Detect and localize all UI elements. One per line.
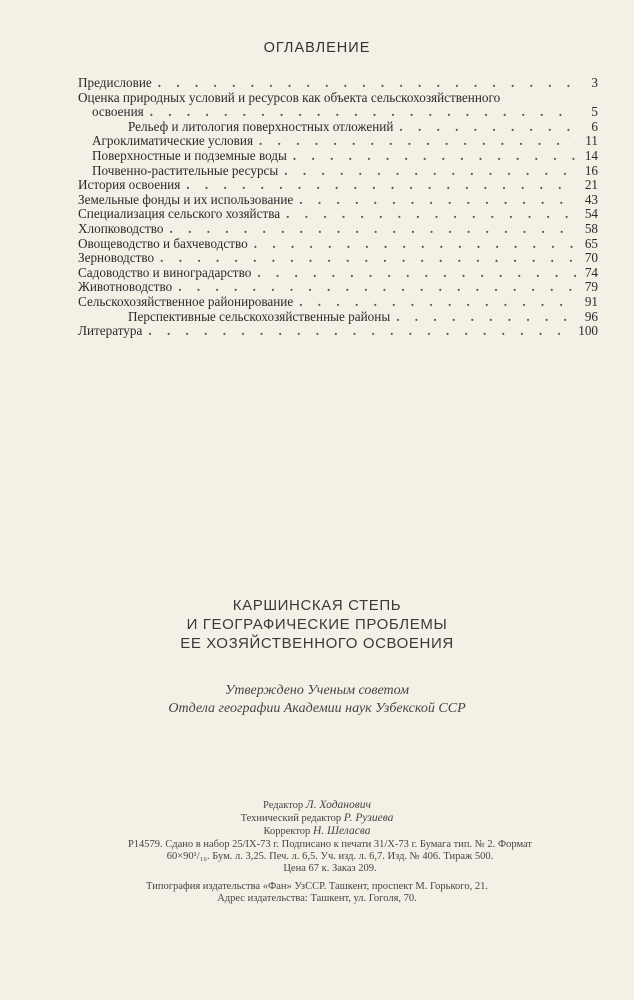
label: Корректор xyxy=(263,826,311,837)
toc-title: ОГЛАВЛЕНИЕ xyxy=(263,40,371,56)
toc-entry-page: 16 xyxy=(584,162,598,178)
toc-entry-page: 21 xyxy=(584,177,598,193)
toc-entry-title: Овощеводство и бахчеводство xyxy=(78,235,248,251)
imprint xyxy=(60,839,600,875)
toc-entry-page: 91 xyxy=(584,293,598,309)
toc-entry-page: 14 xyxy=(584,147,598,163)
approval-note xyxy=(0,682,634,718)
toc-entry-page: 3 xyxy=(591,75,598,90)
toc-entry-title: Поверхностные и подземные воды xyxy=(92,147,287,163)
toc-entry-title: Сельскохозяйственное районирование xyxy=(78,293,294,309)
toc-entry-page: 70 xyxy=(584,250,598,266)
press-info xyxy=(0,881,634,905)
toc-entry[interactable] xyxy=(78,193,598,208)
dot-leader xyxy=(293,295,576,310)
toc-entry-title: Зерноводство xyxy=(78,250,155,266)
name: Л. Ходанович xyxy=(305,799,371,811)
toc-entry[interactable] xyxy=(78,120,598,135)
dot-leader xyxy=(164,222,577,237)
toc-entry-title: Предисловие xyxy=(78,75,152,90)
toc-entry[interactable] xyxy=(78,134,598,149)
dot-leader xyxy=(142,324,576,339)
dot-leader xyxy=(152,76,576,91)
toc-entry-page: 79 xyxy=(584,279,598,295)
toc-entry[interactable] xyxy=(78,237,598,252)
toc-entry-title: Литература xyxy=(78,323,143,339)
toc-entry-page: 65 xyxy=(584,235,598,251)
toc-entry[interactable] xyxy=(78,295,598,310)
toc-entry-page: 6 xyxy=(591,118,598,134)
book-title-line: И ГЕОГРАФИЧЕСКИЕ ПРОБЛЕМЫ xyxy=(186,616,448,633)
dot-leader xyxy=(144,105,576,120)
imprint-line: Цена 67 к. Заказ 209. xyxy=(283,863,377,874)
toc-entry-title: Рельеф и литология поверхностных отложений xyxy=(128,118,394,134)
toc-entry-title: История освоения xyxy=(78,177,181,193)
book-title xyxy=(0,596,634,653)
book-title-line: ЕЕ ХОЗЯЙСТВЕННОГО ОСВОЕНИЯ xyxy=(180,635,454,652)
toc-entry-title: Садоводство и виноградарство xyxy=(78,264,252,280)
toc-entry[interactable] xyxy=(78,91,598,106)
dot-leader xyxy=(180,178,576,193)
approval-line: Утверждено Ученым советом xyxy=(224,683,410,698)
approval-line: Отдела географии Академии наук Узбекской ССР xyxy=(168,701,466,716)
toc-entry[interactable] xyxy=(78,178,598,193)
dot-leader xyxy=(251,266,576,281)
toc-entry[interactable] xyxy=(78,164,598,179)
toc-entry-page: 58 xyxy=(584,220,598,236)
toc-entry[interactable] xyxy=(78,251,598,266)
toc-entry-page: 54 xyxy=(584,206,598,222)
toc-entry[interactable] xyxy=(78,222,598,237)
toc-entry[interactable] xyxy=(78,266,598,281)
dot-leader xyxy=(278,164,576,179)
toc-entry-continuation[interactable] xyxy=(78,105,598,120)
dot-leader xyxy=(172,280,576,295)
dot-leader xyxy=(253,134,576,149)
table-of-contents xyxy=(78,76,598,339)
dot-leader xyxy=(390,310,576,325)
toc-entry-title: освоения xyxy=(92,104,144,120)
toc-entry-title: Почвенно-растительные ресурсы xyxy=(92,162,279,178)
dot-leader xyxy=(280,207,576,222)
toc-entry-page: 11 xyxy=(585,133,598,149)
corrector-credit xyxy=(0,825,634,838)
imprint-line: 60×90¹/₁₆. Бум. л. 3,25. Печ. л. 6,5. Уч. изд. л. 6,7. Изд. № 406. Тираж 500. xyxy=(166,851,494,862)
toc-entry[interactable] xyxy=(78,280,598,295)
label: Редактор xyxy=(263,800,304,811)
toc-entry[interactable] xyxy=(78,207,598,222)
toc-entry-page: 100 xyxy=(578,323,598,339)
name: Р. Рузиева xyxy=(343,812,394,824)
label: Технический редактор xyxy=(240,813,342,824)
name: Н. Шеласва xyxy=(312,825,371,837)
staff-credits xyxy=(0,799,634,838)
dot-leader xyxy=(154,251,576,266)
imprint-line: Р14579. Сдано в набор 25/IX-73 г. Подписано к печати 31/X-73 г. Бумага тип. № 2. Формат xyxy=(127,839,533,850)
tech-editor-credit xyxy=(0,812,634,825)
toc-entry[interactable] xyxy=(78,310,598,325)
dot-leader xyxy=(293,193,576,208)
toc-entry-title: Животноводство xyxy=(78,279,173,295)
toc-entry-title: Перспективные сельскохозяйственные районы xyxy=(128,308,391,324)
press-line: Типография издательства «Фан» УзССР. Ташкент, проспект М. Горького, 21. xyxy=(146,881,488,892)
toc-entry-title: Оценка природных условий и ресурсов как объекта сельскохозяйственного xyxy=(78,89,501,105)
dot-leader xyxy=(248,237,576,252)
dot-leader xyxy=(287,149,576,164)
toc-entry[interactable] xyxy=(78,324,598,339)
toc-entry[interactable] xyxy=(78,76,598,91)
toc-entry-page: 74 xyxy=(584,264,598,280)
toc-entry-title: Земельные фонды и их использование xyxy=(78,191,294,207)
toc-entry-page: 43 xyxy=(584,191,598,207)
book-title-line: КАРШИНСКАЯ СТЕПЬ xyxy=(232,597,402,614)
toc-entry-title: Специализация сельского хозяйства xyxy=(78,206,281,222)
toc-entry-title: Агроклиматические условия xyxy=(92,133,254,149)
editor-credit xyxy=(0,799,634,812)
toc-entry-page: 96 xyxy=(584,308,598,324)
press-line: Адрес издательства: Ташкент, ул. Гоголя, 70. xyxy=(217,893,417,904)
toc-entry-page: 5 xyxy=(591,104,598,120)
toc-entry-title: Хлопководство xyxy=(78,220,164,236)
toc-entry[interactable] xyxy=(78,149,598,164)
dot-leader xyxy=(393,120,576,135)
